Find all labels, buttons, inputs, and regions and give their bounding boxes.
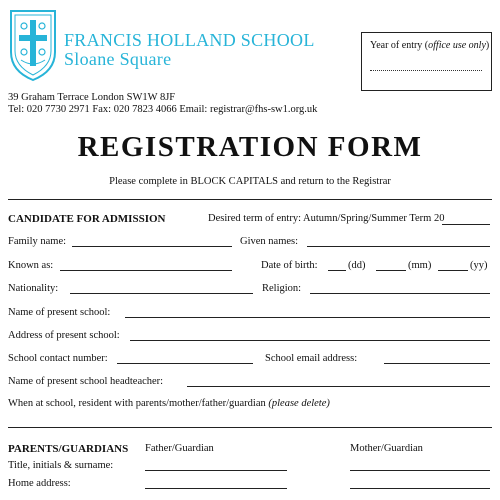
school-email-label: School email address: — [265, 353, 358, 364]
school-address-field[interactable] — [130, 340, 490, 341]
school-address-label: Address of present school: — [8, 330, 120, 341]
known-as-field[interactable] — [60, 270, 232, 271]
school-contact-details: Tel: 020 7730 2971 Fax: 020 7823 4066 Email: registrar@fhs-sw1.org.uk — [8, 104, 318, 115]
mother-guardian-heading: Mother/Guardian — [350, 443, 423, 454]
section-divider — [8, 427, 492, 428]
title-surname-label: Title, initials & surname: — [8, 460, 114, 471]
school-contact-label: School contact number: — [8, 353, 108, 364]
family-name-field[interactable] — [72, 246, 232, 247]
family-name-label: Family name: — [8, 236, 67, 247]
dob-year-hint: (yy) — [470, 260, 488, 271]
religion-label: Religion: — [262, 283, 302, 294]
nationality-field[interactable] — [70, 293, 253, 294]
mother-title-surname-field[interactable] — [350, 470, 490, 471]
parents-section-title: PARENTS/GUARDIANS — [8, 443, 129, 455]
school-email-field[interactable] — [384, 363, 490, 364]
residence-instruction: When at school, resident with parents/mother/father/guardian (please delete) — [8, 398, 330, 409]
office-use-box — [361, 32, 492, 91]
form-instructions: Please complete in BLOCK CAPITALS and return to the Registrar — [109, 176, 391, 187]
father-guardian-heading: Father/Guardian — [145, 443, 214, 454]
nationality-label: Nationality: — [8, 283, 59, 294]
school-location: Sloane Square — [64, 49, 172, 69]
section-divider — [8, 199, 492, 200]
present-school-field[interactable] — [125, 317, 490, 318]
mother-home-address-field[interactable] — [350, 488, 490, 489]
candidate-section-title: CANDIDATE FOR ADMISSION — [8, 213, 166, 225]
headteacher-field[interactable] — [187, 386, 490, 387]
father-title-surname-field[interactable] — [145, 470, 287, 471]
headteacher-label: Name of present school headteacher: — [8, 376, 164, 387]
dob-day-field[interactable] — [328, 270, 346, 271]
dob-month-hint: (mm) — [408, 260, 432, 271]
home-address-label: Home address: — [8, 478, 71, 489]
dob-year-field[interactable] — [438, 270, 468, 271]
given-names-label: Given names: — [240, 236, 299, 247]
dob-month-field[interactable] — [376, 270, 406, 271]
form-title: REGISTRATION FORM — [77, 131, 423, 163]
term-year-field[interactable] — [442, 224, 490, 225]
school-address: 39 Graham Terrace London SW1W 8JF — [8, 92, 176, 103]
present-school-label: Name of present school: — [8, 307, 111, 318]
religion-field[interactable] — [310, 293, 490, 294]
father-home-address-field[interactable] — [145, 488, 287, 489]
year-of-entry-field[interactable] — [370, 63, 482, 71]
school-contact-field[interactable] — [117, 363, 253, 364]
school-name: FRANCIS HOLLAND SCHOOL — [64, 30, 315, 50]
school-crest-icon — [7, 8, 59, 82]
date-of-birth-label: Date of birth: — [261, 260, 318, 271]
dob-day-hint: (dd) — [348, 260, 366, 271]
office-use-label: Year of entry (office use only) — [370, 40, 490, 51]
desired-term-label: Desired term of entry: Autumn/Spring/Summer Term 20 — [208, 213, 445, 224]
given-names-field[interactable] — [307, 246, 490, 247]
known-as-label: Known as: — [8, 260, 54, 271]
